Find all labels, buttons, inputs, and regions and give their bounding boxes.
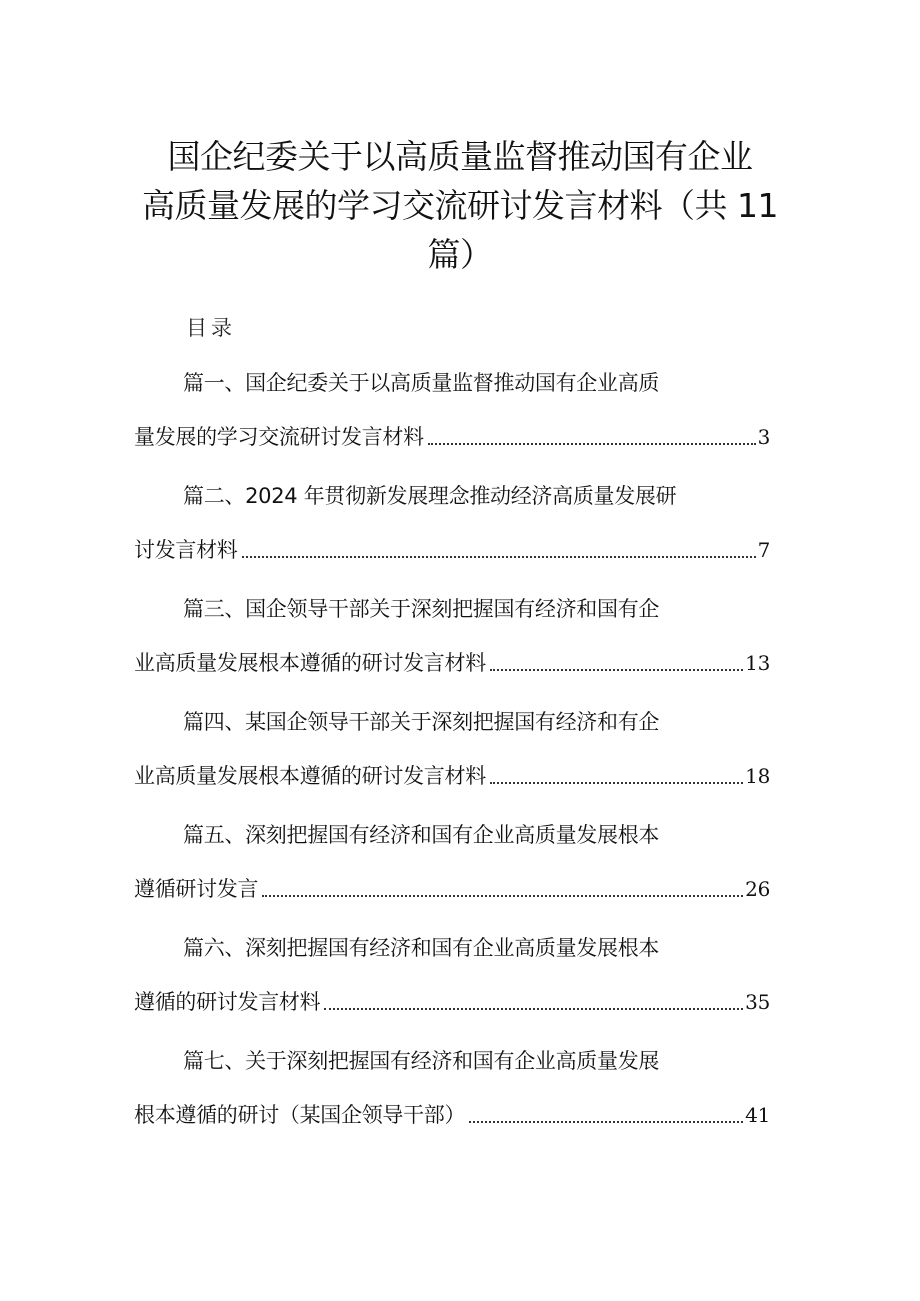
toc-entry-text: 业高质量发展根本遵循的研讨发言材料: [134, 764, 486, 788]
title-line-1: 国企纪委关于以高质量监督推动国有企业: [167, 137, 753, 176]
toc-entry-text: 遵循的研讨发言材料: [134, 990, 321, 1014]
toc-entry-title-line-1: 篇五、深刻把握国有经济和国有企业高质量发展根本: [183, 823, 660, 847]
dot-leader: [469, 1121, 743, 1123]
toc-page-number: 35: [745, 990, 770, 1014]
dot-leader: [242, 556, 756, 558]
toc-entry-text: 讨发言材料: [134, 538, 238, 562]
toc-heading: 目录: [186, 316, 236, 340]
dot-leader: [490, 782, 743, 784]
toc-entry-text: 量发展的学习交流研讨发言材料: [134, 425, 424, 449]
toc-page-number: 26: [745, 877, 770, 901]
dot-leader: [428, 443, 756, 445]
toc-entry-title-line-2: [134, 422, 770, 452]
toc-entry-text: 遵循研讨发言: [134, 877, 259, 901]
title-line-3: 篇）: [427, 235, 493, 274]
toc-entry-text: 业高质量发展根本遵循的研讨发言材料: [134, 651, 486, 675]
title-line-2: 高质量发展的学习交流研讨发言材料（共 11: [142, 186, 778, 225]
toc-entry-title-line-1: 篇六、深刻把握国有经济和国有企业高质量发展根本: [183, 936, 660, 960]
toc-page-number: 41: [745, 1103, 770, 1127]
dot-leader: [262, 895, 743, 897]
toc-entry-title-line-2: [134, 761, 770, 791]
toc-entry-title-line-1: 篇二、2024 年贯彻新发展理念推动经济高质量发展研: [183, 484, 677, 508]
toc-entry-title-line-2: [134, 535, 770, 565]
toc-entry-title-line-2: [134, 874, 770, 904]
toc-entry-title-line-2: [134, 987, 770, 1017]
toc-page-number: 13: [745, 651, 770, 675]
toc-entry-title-line-1: 篇一、国企纪委关于以高质量监督推动国有企业高质: [183, 371, 660, 395]
toc-page-number: 3: [757, 425, 770, 449]
toc-entry-title-line-2: [134, 1100, 770, 1130]
toc-entry-text: 根本遵循的研讨（某国企领导干部）: [134, 1103, 466, 1127]
toc-page-number: 18: [745, 764, 770, 788]
toc-entry-title-line-1: 篇七、关于深刻把握国有经济和国有企业高质量发展: [183, 1049, 660, 1073]
toc-entry-title-line-1: 篇三、国企领导干部关于深刻把握国有经济和国有企: [183, 597, 660, 621]
document-title: [130, 132, 790, 279]
toc-entry-title-line-2: [134, 648, 770, 678]
toc-entry-title-line-1: 篇四、某国企领导干部关于深刻把握国有经济和有企: [183, 710, 660, 734]
toc-page-number: 7: [757, 538, 770, 562]
dot-leader: [324, 1008, 743, 1010]
dot-leader: [490, 669, 743, 671]
